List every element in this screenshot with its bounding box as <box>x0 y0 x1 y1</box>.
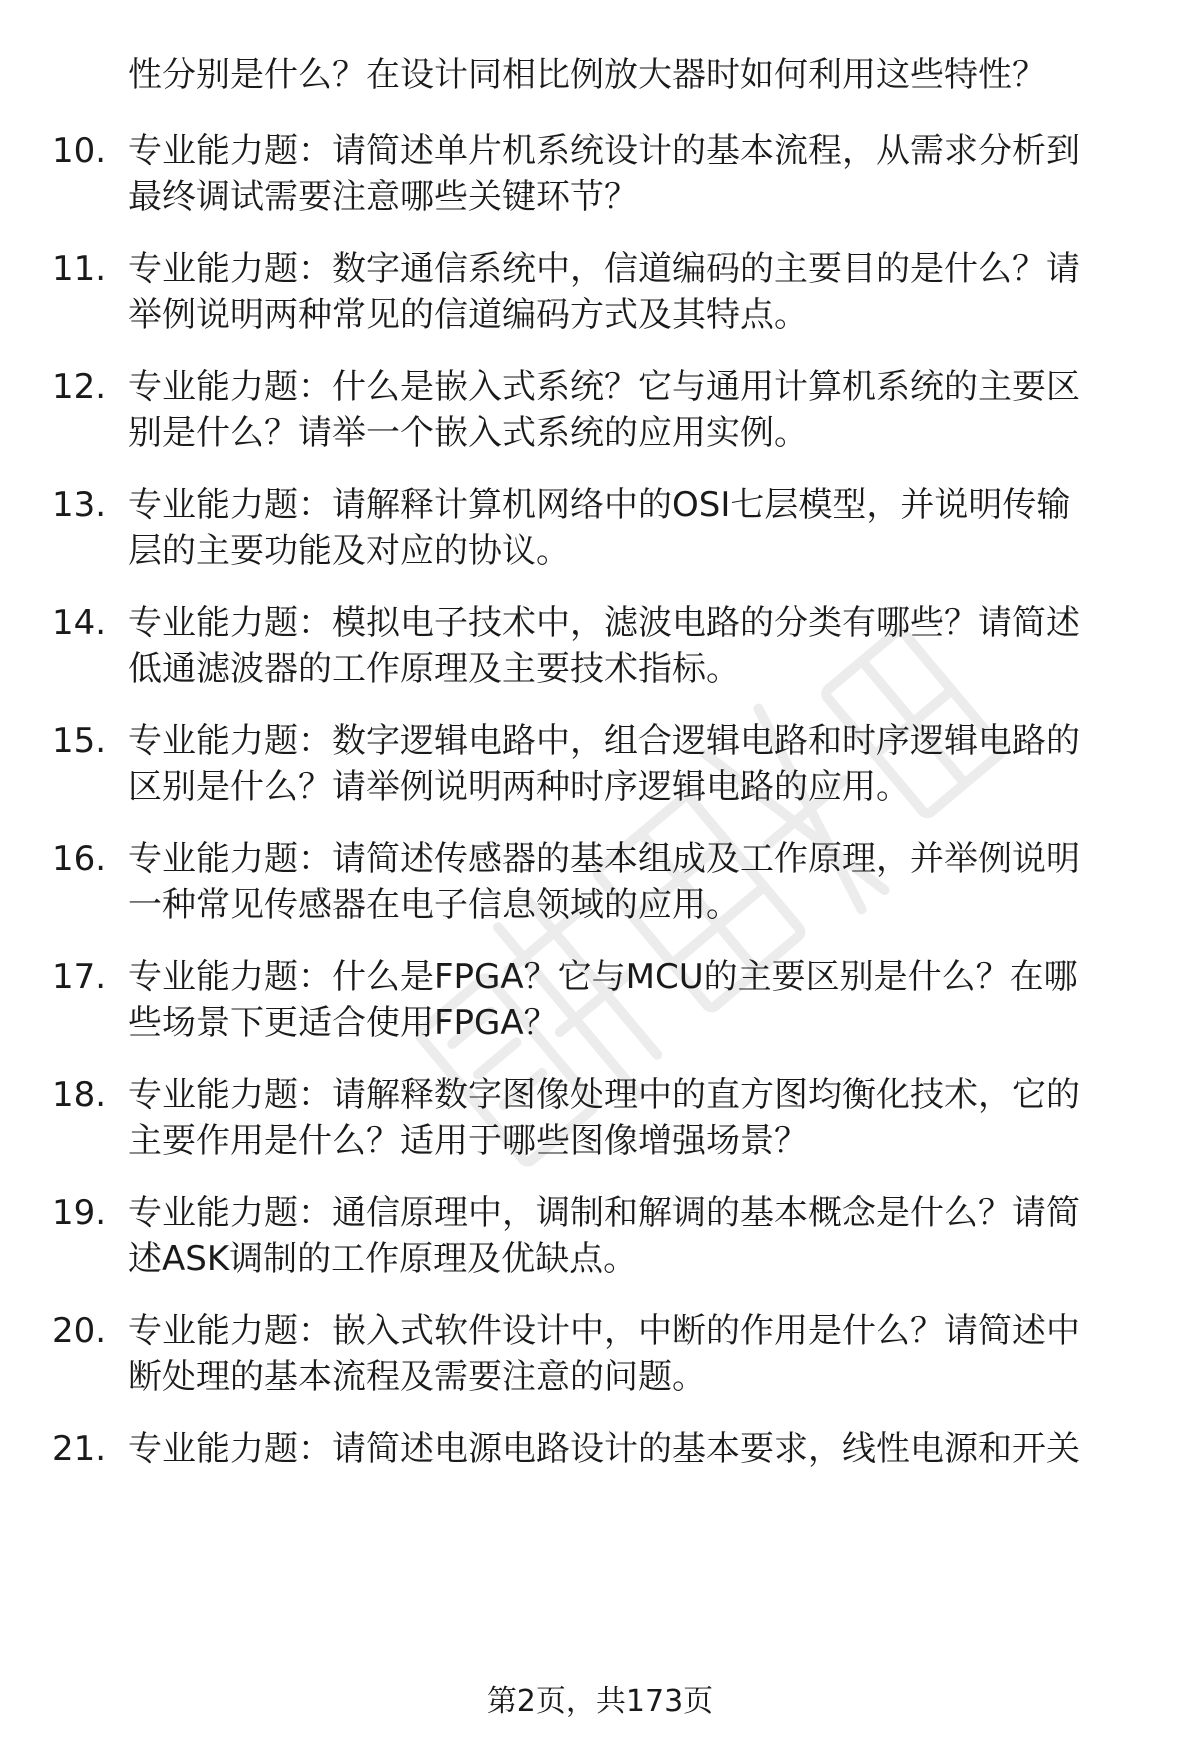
item-line: 专业能力题：请解释数字图像处理中的直方图均衡化技术，它的 <box>128 1075 1080 1115</box>
item-line: 别是什么？请举一个嵌入式系统的应用实例。 <box>128 413 808 453</box>
item-line: 最终调试需要注意哪些关键环节？ <box>128 177 638 217</box>
item-line: 专业能力题：请简述传感器的基本组成及工作原理，并举例说明 <box>128 839 1080 879</box>
item-line: 专业能力题：什么是FPGA？它与MCU的主要区别是什么？在哪 <box>128 957 1078 997</box>
item-number: 11. <box>52 249 107 289</box>
item-line: 举例说明两种常见的信道编码方式及其特点。 <box>128 295 808 335</box>
item-line: 区别是什么？请举例说明两种时序逻辑电路的应用。 <box>128 767 910 807</box>
page-footer: 第2页，共173页 <box>486 1684 714 1719</box>
item-line: 层的主要功能及对应的协议。 <box>128 531 570 571</box>
item-line: 专业能力题：通信原理中，调制和解调的基本概念是什么？请简 <box>128 1193 1080 1233</box>
item-line: 专业能力题：请简述电源电路设计的基本要求，线性电源和开关 <box>128 1429 1080 1469</box>
item-number: 13. <box>52 485 107 525</box>
item-line: 专业能力题：模拟电子技术中，滤波电路的分类有哪些？请简述 <box>128 603 1080 643</box>
item-number: 14. <box>52 603 107 643</box>
item-number: 21. <box>52 1429 107 1469</box>
item-line: 专业能力题：嵌入式软件设计中，中断的作用是什么？请简述中 <box>128 1311 1080 1351</box>
item-line: 专业能力题：数字逻辑电路中，组合逻辑电路和时序逻辑电路的 <box>128 721 1080 761</box>
item-number: 17. <box>52 957 107 997</box>
item-number: 15. <box>52 721 107 761</box>
item-line: 一种常见传感器在电子信息领域的应用。 <box>128 885 740 925</box>
item-number: 16. <box>52 839 107 879</box>
item-number: 12. <box>52 367 107 407</box>
item-line: 专业能力题：请解释计算机网络中的OSI七层模型，并说明传输 <box>128 485 1071 525</box>
item-line: 些场景下更适合使用FPGA？ <box>128 1003 558 1043</box>
item-line: 低通滤波器的工作原理及主要技术指标。 <box>128 649 740 689</box>
item-line: 专业能力题：请简述单片机系统设计的基本流程，从需求分析到 <box>128 131 1080 171</box>
item-number: 20. <box>52 1311 107 1351</box>
item-line: 性分别是什么？在设计同相比例放大器时如何利用这些特性？ <box>128 55 1046 95</box>
item-line: 述ASK调制的工作原理及优缺点。 <box>128 1239 638 1279</box>
item-line: 专业能力题：数字通信系统中，信道编码的主要目的是什么？请 <box>128 249 1080 289</box>
item-number: 18. <box>52 1075 107 1115</box>
item-line: 断处理的基本流程及需要注意的问题。 <box>128 1357 706 1397</box>
item-line: 主要作用是什么？适用于哪些图像增强场景？ <box>128 1121 808 1161</box>
item-line: 专业能力题：什么是嵌入式系统？它与通用计算机系统的主要区 <box>128 367 1080 407</box>
item-number: 19. <box>52 1193 107 1233</box>
item-number: 10. <box>52 131 107 171</box>
